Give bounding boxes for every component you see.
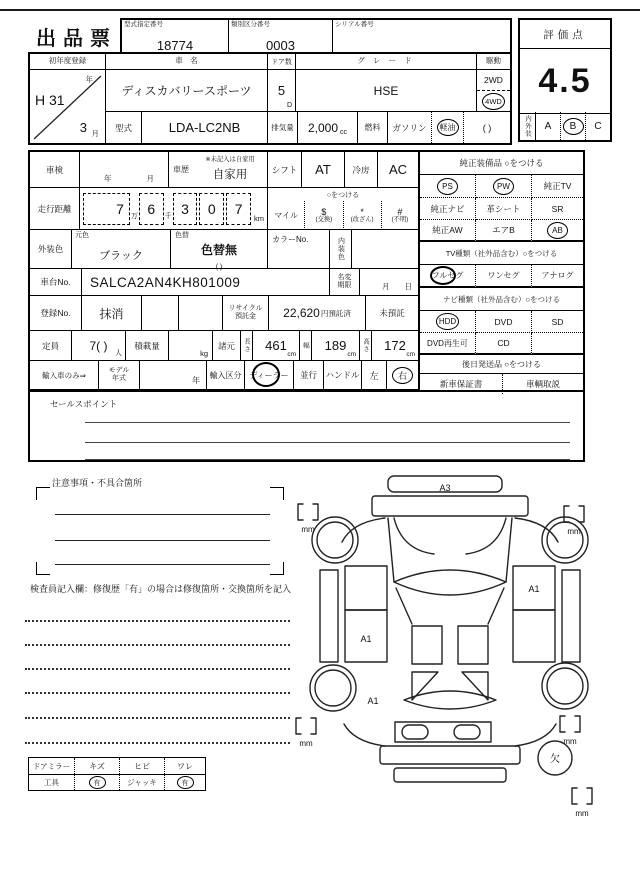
cooling-value-cell <box>378 152 418 188</box>
mm-label: mm <box>575 809 589 818</box>
measure-bracket-missing <box>572 788 592 804</box>
handle-left-cell: 左 <box>362 361 387 390</box>
car-name-cell <box>106 70 268 112</box>
later-shipment-header: 後日発送品 ○をつける <box>420 355 583 374</box>
roof-left-section <box>412 626 442 664</box>
rear-right-wheel <box>542 663 588 709</box>
mileage-d3-box: 7 <box>226 193 251 225</box>
capacity-value: 7( ) <box>89 338 108 353</box>
jack-yes-circled: 有 <box>177 776 194 789</box>
mm-label: mm <box>301 525 315 534</box>
vehicle-box <box>28 52 512 145</box>
bracket-corner <box>270 487 284 500</box>
mm-label: mm <box>567 527 581 536</box>
right-rear-door <box>513 610 555 662</box>
model-approval-value: 18774 <box>156 37 194 53</box>
rear-lower-strip <box>394 768 506 782</box>
roof-right-section <box>458 626 488 664</box>
cooling-value: AC <box>388 162 408 177</box>
oem-tv: 純正TV <box>543 181 572 191</box>
width-unit: cm <box>347 351 356 358</box>
front-left-wheel <box>312 517 358 563</box>
reg-era-year: H 31 <box>35 92 65 108</box>
name-header: 車 名 <box>106 54 268 70</box>
caution-line <box>55 514 270 515</box>
capacity-value-cell <box>72 331 126 361</box>
displacement-cell <box>298 112 358 143</box>
left-front-door <box>345 566 387 610</box>
drive-header: 駆動 <box>477 54 510 70</box>
grade-c: C <box>594 120 602 132</box>
cooling-label-cell: 冷房 <box>345 152 378 188</box>
front-left-wheel-inner <box>317 522 353 558</box>
caution-label: 注意事項・不具合箇所 <box>52 478 143 488</box>
shaken-label-cell: 車検 <box>30 152 80 188</box>
int-color-label: 内装色 <box>337 237 345 261</box>
sales-point-section <box>30 390 583 460</box>
drive-4wd-circled: 4WD <box>482 93 505 110</box>
name-change-day: 日 <box>404 282 412 291</box>
shift-value-cell <box>302 152 345 188</box>
new-car-warranty: 新車保証書 <box>439 379 483 389</box>
mileage-unit: km <box>254 214 264 223</box>
reg-month: 3 <box>79 120 87 135</box>
interior-exterior-label: 内外装 <box>524 114 531 138</box>
equip-row-2 <box>420 198 583 220</box>
cd: CD <box>497 338 510 348</box>
inspector-line <box>25 668 290 670</box>
parallel-cell: 並行 <box>294 361 324 390</box>
handle-right-circled: 右 <box>392 367 413 384</box>
sales-point-label: セールスポイント <box>50 399 118 409</box>
load-unit: kg <box>200 349 208 358</box>
tools-label: 工具 <box>44 778 59 787</box>
mileage-man-unit: 万 <box>130 212 138 220</box>
sd-navi: SD <box>551 316 564 327</box>
score-box <box>518 18 612 142</box>
capacity-unit: 人 <box>115 350 122 357</box>
fuel-gasoline: ガソリン <box>392 122 427 133</box>
dealer-circle-mark <box>252 362 280 387</box>
vin-value-cell <box>82 269 330 296</box>
name-change-date-cell <box>360 269 418 296</box>
score-value-cell <box>520 49 610 114</box>
fuel-label-cell: 燃料 <box>358 112 388 143</box>
navi-type-row <box>420 311 583 333</box>
measure-bracket-top-left <box>298 504 318 520</box>
not-deposited-cell: 未預託 <box>366 296 418 331</box>
model-approval-cell <box>122 20 229 52</box>
load-value-cell <box>169 331 213 361</box>
label-a1-left-door: A1 <box>360 634 372 644</box>
import-class-cell: 輸入区分 <box>207 361 245 390</box>
serial-number-label: シリアル番号 <box>335 21 374 28</box>
shaken-year-unit: 年 <box>104 174 112 183</box>
hdd-circled: HDD <box>436 313 459 330</box>
reg-no-label-cell: 登録No. <box>30 296 82 331</box>
grade-a-cell <box>536 112 560 140</box>
mileage-d2-box: 0 <box>199 193 224 225</box>
analog: アナログ <box>541 271 574 280</box>
history-note: ※未記入は自家用 <box>205 156 255 163</box>
caution-line <box>55 540 270 541</box>
first-reg-cell <box>30 70 106 143</box>
tools-yes-circled: 有 <box>89 776 106 789</box>
grade-a: A <box>544 120 552 132</box>
break-header: ワレ <box>177 761 193 771</box>
history-cell <box>169 152 268 188</box>
displacement-label-cell: 排気量 <box>268 112 298 143</box>
recycle-amount-unit: 円預託済 <box>320 308 351 318</box>
jack-label: ジャッキ <box>127 778 157 787</box>
tv-type-header: TV種類（社外品含む）○をつける <box>420 242 583 265</box>
grade-b-cell <box>560 112 585 140</box>
sales-point-line <box>85 442 570 443</box>
inspector-line <box>25 717 290 719</box>
front-right-wheel <box>542 517 588 563</box>
car-name: ディスカバリースポーツ <box>121 84 252 98</box>
shift-value: AT <box>315 162 331 177</box>
one-seg: ワンセグ <box>487 271 520 280</box>
width-value: 189 <box>324 338 347 353</box>
color-change-cell <box>171 230 268 269</box>
model-year-value-cell <box>140 361 207 390</box>
ext-color-label-cell: 外装色 <box>30 230 72 269</box>
fuel-diesel-circled: 軽油 <box>437 119 459 136</box>
model-year-label-cell: モデル 年式 <box>99 361 140 390</box>
doors-header: ドア数 <box>268 54 296 70</box>
flag-mile: マイル <box>268 201 305 230</box>
int-color-value-cell <box>352 230 418 269</box>
label-missing: 欠 <box>550 754 560 765</box>
bracket-corner <box>270 562 284 575</box>
bracket-corner <box>36 562 50 575</box>
inspector-note: 検査員記入欄：修復歴「有」の場合は修復箇所・交換箇所を記入 <box>30 584 292 594</box>
class-number-value: 0003 <box>266 37 295 53</box>
sheet-title: 出品票 <box>36 28 117 50</box>
displacement-value: 2,000 <box>307 120 339 135</box>
hood-arc-right <box>466 518 506 554</box>
label-a1-left-rocker: A1 <box>367 696 379 706</box>
model-code: LDA-LC2NB <box>168 120 241 135</box>
height-value-cell <box>372 331 418 361</box>
sunroof: SR <box>551 203 564 214</box>
doors-cell <box>268 70 296 112</box>
model-approval-label: 型式指定番号 <box>124 21 163 28</box>
base-color-cell <box>72 230 171 269</box>
caution-line <box>55 564 270 565</box>
full-seg: フルセグ <box>431 271 464 280</box>
mileage-flags-cell <box>268 188 418 230</box>
color-change-value: 色替無 <box>200 243 237 258</box>
mileage-sen-unit: 千 <box>164 212 172 220</box>
color-no-cell <box>268 230 330 269</box>
interior-exterior-label-cell <box>520 112 536 140</box>
rear-right-wheel-inner <box>547 668 583 704</box>
length-label-cell: 長さ <box>241 331 253 361</box>
reg-no-value-cell <box>82 296 142 331</box>
header-number-box <box>120 18 512 54</box>
reg-month-unit: 月 <box>91 129 99 138</box>
pillar-right <box>488 588 504 624</box>
width-label-cell: 幅 <box>300 331 312 361</box>
height-value: 172 <box>384 338 406 353</box>
rear-headrest-left <box>402 725 428 739</box>
rear-left-wheel-inner <box>315 670 351 706</box>
handle-right-cell <box>387 361 418 390</box>
rear-bumper-strip <box>380 746 520 764</box>
inspector-line <box>25 692 290 694</box>
interior-exterior-row <box>520 112 610 140</box>
fuel-diesel-cell <box>432 112 464 143</box>
color-no-label: カラーNo. <box>272 235 309 244</box>
name-change-label-cell: 名変 期限 <box>330 269 360 296</box>
dealer-label: ディーラー <box>249 370 289 380</box>
equip-row-1 <box>420 175 583 198</box>
length-value-cell <box>253 331 300 361</box>
dvd-navi: DVD <box>494 316 513 327</box>
shift-label-cell: シフト <box>268 152 302 188</box>
drive-4wd-cell <box>477 91 510 112</box>
reg-empty-cell-2 <box>179 296 223 331</box>
pillar-left <box>396 588 412 624</box>
fuel-gasoline-cell <box>388 112 432 143</box>
navi-type-header: ナビ種類（社外品含む）○をつける <box>420 288 583 311</box>
grade-c-cell <box>585 112 610 140</box>
recycle-amount-cell <box>269 296 366 331</box>
score-label: 評価点 <box>543 28 587 41</box>
mark-instruction: ○をつける <box>326 191 360 199</box>
equip-row-3 <box>420 220 583 242</box>
car-damage-diagram <box>288 466 612 818</box>
door-mirror-header: ドアミラー <box>32 761 71 771</box>
serial-number-cell <box>333 20 514 52</box>
grade-b-circled: B <box>563 118 584 135</box>
model-code-cell <box>142 112 268 143</box>
vin-value: SALCA2AN4KH801009 <box>90 274 241 290</box>
crack-header: ヒビ <box>134 761 150 771</box>
height-label-cell: 高さ <box>360 331 372 361</box>
doors-value: 5 <box>277 83 286 98</box>
scratch-header: キズ <box>89 761 105 771</box>
mileage-digits-cell <box>80 188 268 230</box>
hood-side-right <box>506 518 512 582</box>
model-year-unit: 年 <box>192 376 200 385</box>
rear-left-fender-line <box>344 724 385 746</box>
inspector-line <box>25 620 290 622</box>
history-label: 車歴 <box>173 165 189 174</box>
oem-navi: 純正ナビ <box>430 203 465 214</box>
score-label-cell <box>520 20 610 49</box>
airbag: エアB <box>492 225 515 235</box>
rear-headrest-right <box>454 725 480 739</box>
doors-unit: D <box>286 102 292 109</box>
flag-unknown: # (不明) <box>391 206 409 223</box>
reg-no-value: 抹消 <box>99 306 124 321</box>
mileage-d1-box: 3 <box>173 193 198 225</box>
inspector-line <box>25 644 290 646</box>
mm-label: mm <box>563 737 577 746</box>
inspector-line <box>25 742 290 744</box>
score-value: 4.5 <box>538 61 592 100</box>
grade-cell <box>296 70 477 112</box>
grade-value: HSE <box>373 83 399 98</box>
fuel-other-paren: ( ) <box>482 122 492 133</box>
grade-header: グ レ ー ド <box>296 54 477 70</box>
displacement-unit: cc <box>340 129 348 136</box>
history-value: 自家用 <box>212 169 248 181</box>
mirror-tools-table <box>28 757 206 791</box>
flag-tampered: * (改ざん) <box>344 201 382 230</box>
label-a3: A3 <box>439 483 451 493</box>
label-a1-right-door: A1 <box>528 584 540 594</box>
base-color-value: ブラック <box>99 250 143 262</box>
measure-bracket-bottom-right <box>560 716 580 732</box>
class-number-cell <box>229 20 333 52</box>
right-rocker-panel <box>562 570 580 662</box>
mileage-label-cell: 走行距離 <box>30 188 80 230</box>
handle-label-cell: ハンドル <box>324 361 362 390</box>
length-unit: cm <box>287 351 296 358</box>
fuel-other-cell <box>464 112 510 143</box>
hood-side-left <box>388 518 394 582</box>
shaken-date-cell <box>80 152 169 188</box>
sales-point-line <box>85 422 570 423</box>
rear-left-wheel <box>310 665 356 711</box>
import-only-cell: 輸入車のみ⇒ <box>30 361 99 390</box>
model-code-label-cell: 型式 <box>106 112 142 143</box>
color-change-label: 色替 <box>175 232 189 239</box>
windshield <box>394 570 506 595</box>
length-value: 461 <box>265 338 287 353</box>
capacity-label-cell: 定員 <box>30 331 72 361</box>
left-rocker-panel <box>320 570 338 662</box>
color-change-paren: ( ) <box>215 263 223 271</box>
owners-manual: 車輌取説 <box>525 379 560 389</box>
sales-point-line <box>85 459 570 460</box>
page-top-edge <box>0 9 640 11</box>
front-panel-strip <box>372 496 528 516</box>
spec-label-cell: 諸元 <box>213 331 241 361</box>
width-value-cell <box>312 331 360 361</box>
int-color-label-cell <box>330 230 352 269</box>
leather-seat: 革シート <box>486 203 521 214</box>
drive-2wd-cell <box>477 70 510 91</box>
recycle-amount: 22,620 <box>283 306 320 320</box>
dvd-playable: DVD再生可 <box>427 338 468 348</box>
vin-label-cell: 車台No. <box>30 269 82 296</box>
flag-exchange: $ (交換) <box>305 201 343 230</box>
name-change-month: 月 <box>382 282 390 291</box>
first-reg-header: 初年度登録 <box>30 54 106 70</box>
rear-right-fender-line <box>515 724 556 746</box>
fullseg-circle-mark <box>430 266 456 285</box>
oem-wheels: 純正AW <box>432 225 463 235</box>
pw-circled: PW <box>493 178 514 195</box>
height-unit: cm <box>406 351 415 358</box>
class-number-label: 類別区分番号 <box>231 21 270 28</box>
recycle-label-cell: リサイクル 預託金 <box>223 296 269 331</box>
shaken-month-unit: 月 <box>146 174 154 183</box>
ps-circled: PS <box>437 178 458 195</box>
oem-equip-header: 純正装備品 ○をつける <box>420 152 583 175</box>
base-color-label: 元色 <box>75 232 89 239</box>
hood-arc-left <box>394 518 434 554</box>
reg-year-unit: 年 <box>85 75 93 84</box>
mileage-sen-box: 6 <box>139 193 164 225</box>
ab-circled: AB <box>547 222 568 239</box>
measure-bracket-bottom-left <box>296 718 316 734</box>
detail-box <box>28 150 585 462</box>
reg-empty-cell-1 <box>142 296 179 331</box>
drive-2wd: 2WD <box>484 75 503 85</box>
bracket-corner <box>36 487 50 500</box>
measure-bracket-top-right <box>564 506 584 522</box>
mm-label: mm <box>299 739 313 748</box>
mileage-man-box: 7 <box>83 193 130 225</box>
load-label-cell: 積載量 <box>126 331 169 361</box>
dvd-row <box>420 333 583 355</box>
